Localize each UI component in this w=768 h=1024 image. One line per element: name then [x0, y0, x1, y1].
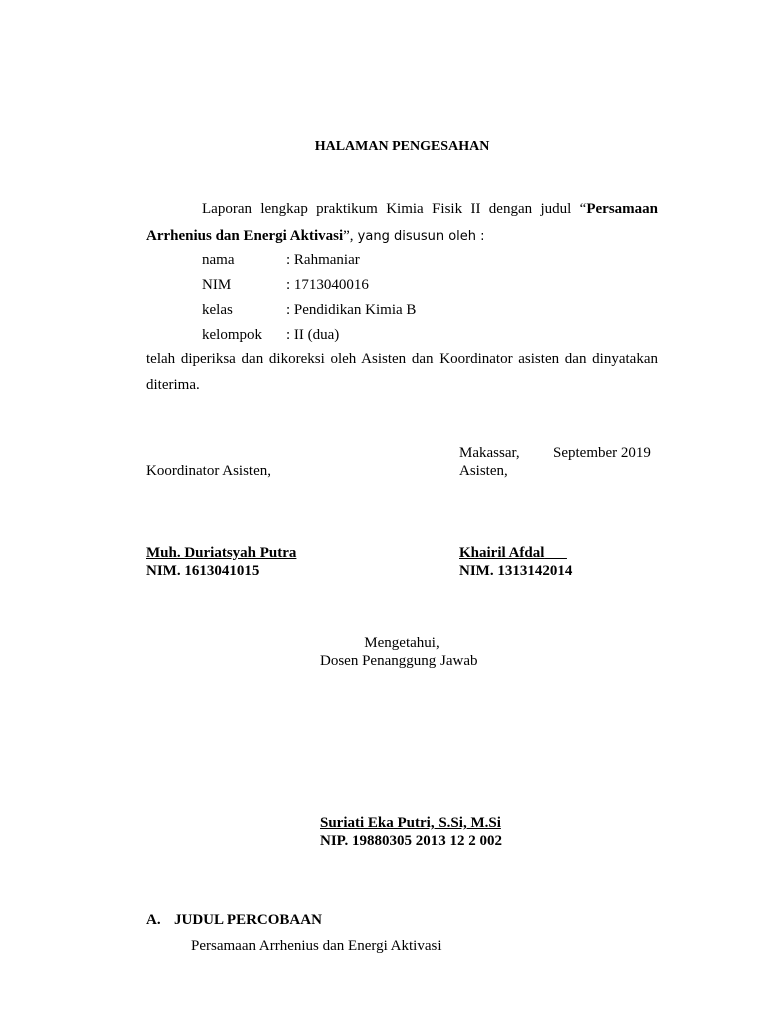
- coordinator-name: Muh. Duriatsyah Putra: [146, 545, 297, 561]
- coordinator-role: Koordinator Asisten,: [146, 463, 271, 479]
- field-value-kelompok: : II (dua): [286, 327, 340, 343]
- intro-suffix: yang disusun oleh :: [353, 229, 485, 244]
- field-label-nim: NIM: [202, 277, 232, 293]
- field-value-kelas: : Pendidikan Kimia B: [286, 302, 417, 318]
- field-value-nama: : Rahmaniar: [286, 252, 360, 268]
- lecturer-name: Suriati Eka Putri, S.Si, M.Si: [320, 815, 501, 831]
- intro-paragraph: [146, 200, 658, 218]
- intro-prefix: Laporan lengkap praktikum Kimia Fisik II dengan judul “: [202, 201, 587, 217]
- assistant-name: Khairil Afdal: [459, 545, 545, 561]
- intro-title-part2: Arrhenius dan Energi Aktivasi: [146, 228, 344, 244]
- signature-line-padding: [544, 545, 567, 561]
- field-label-kelompok: kelompok: [202, 327, 262, 343]
- closing-statement-end: diterima.: [146, 377, 200, 393]
- field-label-nama: nama: [202, 252, 235, 268]
- place-label: Makassar,: [459, 445, 520, 461]
- section-heading: JUDUL PERCOBAAN: [174, 912, 322, 928]
- page-title: HALAMAN PENGESAHAN: [314, 139, 490, 154]
- assistant-id: NIM. 1313142014: [459, 563, 573, 579]
- field-value-nim: : 1713040016: [286, 277, 369, 293]
- section-content: Persamaan Arrhenius dan Energi Aktivasi: [191, 938, 442, 954]
- assistant-role: Asisten,: [459, 463, 508, 479]
- coordinator-id: NIM. 1613041015: [146, 563, 260, 579]
- acknowledgement-heading: Mengetahui,: [364, 635, 440, 651]
- lecturer-role: Dosen Penanggung Jawab: [320, 653, 478, 669]
- lecturer-id: NIP. 19880305 2013 12 2 002: [320, 833, 502, 849]
- closing-statement: telah diperiksa dan dikoreksi oleh Asisten dan Koordinator asisten dan dinyatakan: [146, 351, 658, 367]
- intro-paragraph-continuation: [146, 227, 485, 246]
- assistant-signature: [459, 544, 567, 562]
- field-label-kelas: kelas: [202, 302, 233, 318]
- section-number: A.: [146, 912, 161, 928]
- date-label: September 2019: [553, 445, 651, 461]
- intro-title-part1: Persamaan: [586, 201, 658, 217]
- intro-suffix-quote: ”,: [343, 228, 354, 244]
